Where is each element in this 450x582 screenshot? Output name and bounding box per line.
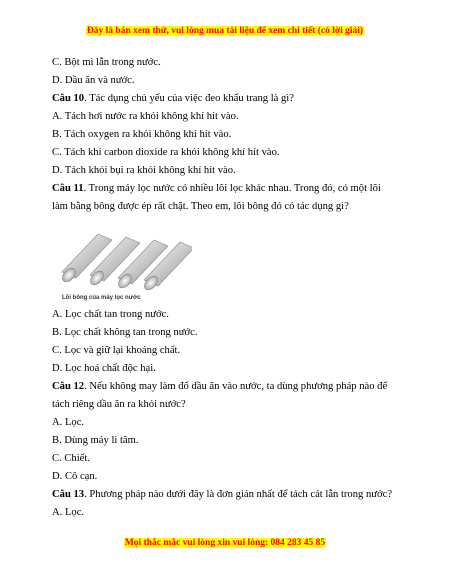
question-label: Câu 13 — [52, 489, 85, 500]
answer-option: D. Cô cạn. — [52, 471, 98, 482]
preview-notice: Đây là bản xem thử, vui lòng mua tài liệu để xem chi tiết (có lời giải) — [86, 26, 364, 36]
answer-option: D. Dầu ăn và nước. — [52, 75, 135, 86]
question-text: . Nếu không may làm đổ dầu ăn vào nước, ta dùng phương pháp nào để — [84, 381, 388, 392]
answer-option: B. Dùng máy li tâm. — [52, 435, 139, 446]
question-text-continued: làm bằng bông được ép rất chặt. Theo em, lõi bông đó có tác dụng gì? — [52, 201, 349, 212]
answer-option: C. Chiết. — [52, 453, 90, 464]
question-11 — [52, 182, 381, 195]
answer-option: D. Lọc hoá chất độc hại. — [52, 363, 156, 374]
answer-option: A. Lọc. — [52, 417, 85, 428]
filter-cartridge-image — [52, 220, 192, 305]
answer-option: B. Tách oxygen ra khỏi không khí hít vào. — [52, 129, 232, 140]
question-label: Câu 10 — [52, 93, 85, 104]
question-13 — [52, 488, 392, 501]
answer-option: A. Lọc chất tan trong nước. — [52, 309, 169, 320]
question-text: . Trong máy lọc nước có nhiều lõi lọc khác nhau. Trong đó, có một lõi — [83, 183, 381, 194]
question-label: Câu 11 — [52, 183, 84, 194]
question-text-continued: tách riêng dầu ăn ra khỏi nước? — [52, 399, 186, 410]
figure-caption: Lõi bông của máy lọc nước — [62, 295, 141, 301]
answer-option: A. Lọc. — [52, 507, 85, 518]
question-12 — [52, 380, 387, 393]
answer-option: C. Bột mì lẫn trong nước. — [52, 57, 161, 68]
question-text: . Phương pháp nào dưới đây là đơn giản nhất để tách cát lẫn trong nước? — [84, 489, 393, 500]
answer-option: C. Tách khí carbon dioxide ra khỏi không khí hít vào. — [52, 147, 280, 158]
question-label: Câu 12 — [52, 381, 85, 392]
contact-notice: Mọi thắc mắc vui lòng xin vui lòng: 084 283 45 85 — [124, 538, 326, 548]
answer-option: A. Tách hơi nước ra khỏi không khí hít vào. — [52, 111, 239, 122]
answer-option: C. Lọc và giữ lại khoáng chất. — [52, 345, 181, 356]
answer-option: B. Lọc chất không tan trong nước. — [52, 327, 198, 338]
question-text: . Tác dụng chủ yếu của việc đeo khẩu trang là gì? — [84, 93, 294, 104]
answer-option: D. Tách khói bụi ra khỏi không khí hít vào. — [52, 165, 236, 176]
question-10 — [52, 92, 294, 105]
